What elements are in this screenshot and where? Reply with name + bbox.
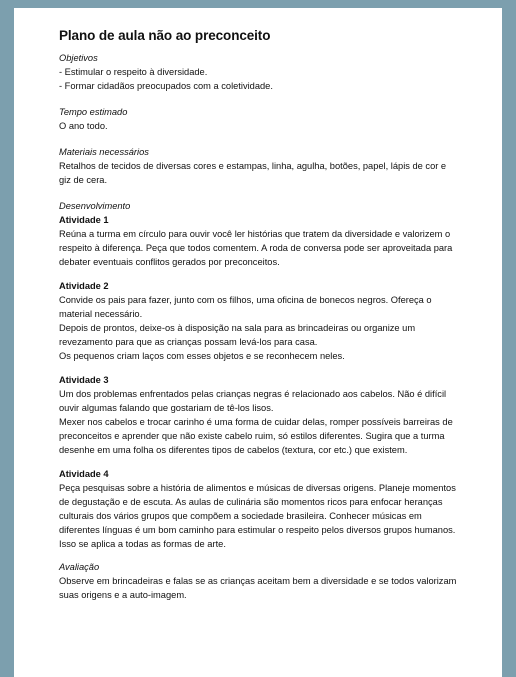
- document-page: [14, 8, 502, 677]
- objetivos-heading: Objetivos: [59, 53, 98, 63]
- desenvolvimento-heading: Desenvolvimento: [59, 201, 131, 211]
- activity-title: Atividade 2: [59, 281, 109, 291]
- objetivo-item: - Estimular o respeito à diversidade.: [59, 67, 208, 77]
- activity-paragraph: Mexer nos cabelos e trocar carinho é uma forma de cuidar delas, romper possíveis barreiras de preconceitos e aprender que não existe cabelo ruim, só estilos diferentes. Sugira que a turma desenhe em uma folha os diferentes tipos de cabelos (textura, cor etc.) que existem.: [59, 417, 453, 455]
- materiais-text: Retalhos de tecidos de diversas cores e estampas, linha, agulha, botões, papel, lápis de cor e giz de cera.: [59, 161, 447, 185]
- avaliacao-heading: Avaliação: [59, 562, 100, 572]
- activity-title: Atividade 4: [59, 469, 109, 479]
- tempo-text: O ano todo.: [59, 121, 108, 131]
- activity-3: [59, 373, 458, 457]
- activity-paragraph: Convide os pais para fazer, junto com os filhos, uma oficina de bonecos negros. Ofereça o material necessário.: [59, 295, 432, 319]
- activity-title: Atividade 1: [59, 215, 109, 225]
- activity-paragraph: Um dos problemas enfrentados pelas crianças negras é relacionado aos cabelos. Não é difícil ouvir algumas falando que gostariam de tê-los lisos.: [59, 389, 447, 413]
- tempo-section: [59, 106, 458, 133]
- avaliacao-section: [59, 561, 458, 602]
- document-title: Plano de aula não ao preconceito: [59, 28, 271, 43]
- activity-paragraph: Reúna a turma em círculo para ouvir você ler histórias que tratem da diversidade e valorizem o respeito à diferença. Peça que todos comentem. A roda de conversa pode ser aproveitada para debater eventuais conflitos gerados por preconceitos.: [59, 229, 453, 267]
- materiais-heading: Materiais necessários: [59, 147, 149, 157]
- activity-2: [59, 279, 458, 363]
- activity-title: Atividade 3: [59, 375, 109, 385]
- activity-1: [59, 213, 458, 269]
- activity-paragraph: Os pequenos criam laços com esses objetos e se reconhecem neles.: [59, 351, 345, 361]
- activity-paragraph: Depois de prontos, deixe-os à disposição na sala para as brincadeiras ou organize um revezamento para que as crianças possam levá-los para casa.: [59, 323, 416, 347]
- activity-4: [59, 467, 458, 551]
- objetivo-item: - Formar cidadãos preocupados com a coletividade.: [59, 81, 273, 91]
- desenvolvimento-section: [59, 200, 458, 551]
- materiais-section: [59, 146, 458, 187]
- tempo-heading: Tempo estimado: [59, 107, 128, 117]
- objetivos-section: [59, 52, 458, 93]
- activity-paragraph: Peça pesquisas sobre a história de alimentos e músicas de diversas origens. Planeje momentos de degustação e de escuta. As aulas de culinária são momentos ricos para enfocar heranças culturais dos vários grupos que compõem a sociedade brasileira. Conhecer músicas em diferentes línguas é um bom caminho para estimular o respeito pelos diversos grupos humanos. Isso se aplica a todas as formas de arte.: [59, 483, 456, 549]
- avaliacao-text: Observe em brincadeiras e falas se as crianças aceitam bem a diversidade e se todos valorizam suas origens e a auto-imagem.: [59, 576, 457, 600]
